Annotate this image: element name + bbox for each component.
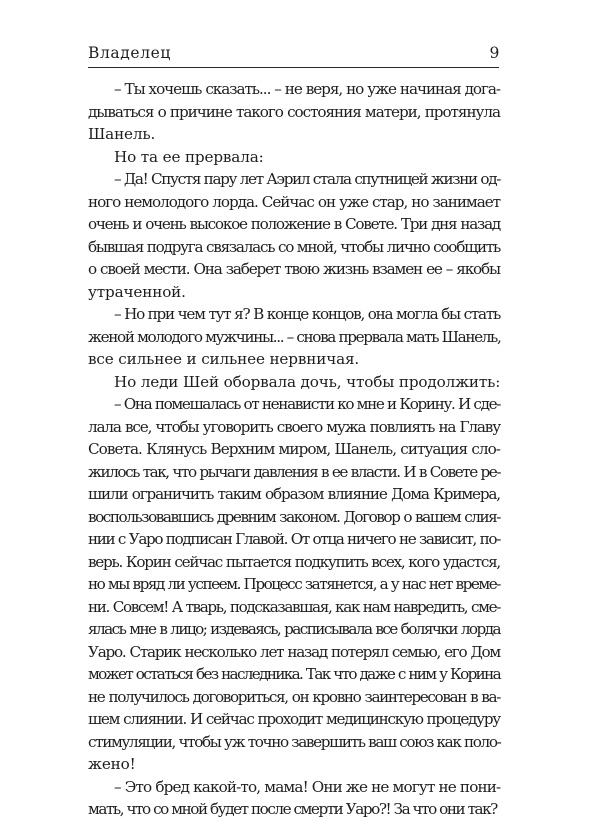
text-line: шили ограничить таким образом влияние Дома Кримера, (88, 485, 500, 503)
text-line: очень и очень высокое положение в Совете. Три дня назад (88, 215, 500, 233)
text-line: стимуляции, чтобы уж точно завершить ваш союз как поло- (88, 732, 501, 751)
text-line: бывшая подруга связалась со мной, чтобы лично сообщить (88, 237, 500, 256)
text-line: Совета. Клянусь Верхним миром, Шанель, ситуация сло- (88, 440, 500, 458)
text-line: жено! (88, 755, 136, 773)
text-line: о своей мести. Она заберет твою жизнь взамен ее – якобы (88, 260, 500, 278)
text-line: ялась мне в лицо; издеваясь, расписывала все болячки лорда (88, 620, 500, 638)
text-line: лала все, чтобы уговорить своего мужа повлиять на Главу (88, 417, 500, 436)
running-header (88, 44, 500, 66)
text-line: дываться о причине такого состояния матери, протянула (88, 102, 500, 121)
text-line: мать, что со мной будет после смерти Уаро?! За что они так? (88, 800, 497, 818)
text-line: ни. Совсем! А тварь, подсказавшая, как нам навредить, сме- (88, 597, 500, 616)
body-text (88, 78, 500, 821)
text-line: женой молодого мужчины... – снова прервала мать Шанель, (88, 327, 501, 346)
page-number: 9 (489, 44, 500, 62)
text-line: Уаро. Старик несколько лет назад потерял семью, его Дом (88, 642, 500, 661)
text-line: – Но при чем тут я? В конце концов, она могла бы стать (114, 305, 500, 323)
text-line: все сильнее и сильнее нервничая. (88, 350, 360, 368)
text-line: ного немолодого лорда. Сейчас он уже стар, но занимает (88, 192, 500, 211)
text-line: воспользовавшись древним законом. Договор о вашем слия- (88, 507, 500, 526)
text-line: утраченной. (88, 282, 186, 301)
text-line: – Она помешалась от ненависти ко мне и Корину. И сде- (114, 395, 500, 413)
text-line: не получилось договориться, он кровно заинтересован в ва- (88, 687, 500, 706)
text-line: жилось так, что рычаги давления в ее власти. И в Совете ре- (88, 462, 500, 481)
chapter-title: Владелец (88, 44, 171, 62)
text-line: – Ты хочешь сказать... – не веря, но уже начиная дога- (114, 80, 500, 98)
text-line: – Да! Спустя пару лет Аэрил стала спутницей жизни од- (114, 170, 500, 188)
text-line: может остаться без наследника. Так что даже с ним у Корина (88, 665, 500, 683)
text-line: но мы вряд ли успеем. Процесс затянется, а у нас нет време- (88, 575, 500, 593)
text-line: Но леди Шей оборвала дочь, чтобы продолжить: (114, 372, 501, 391)
text-line: Но та ее прервала: (114, 147, 264, 166)
text-line: Шанель. (88, 125, 156, 143)
text-line: шем слиянии. И сейчас проходит медицинскую процедуру (88, 710, 500, 728)
header-rule (88, 67, 499, 68)
text-line: верь. Корин сейчас пытается подкупить всех, кого удастся, (88, 552, 500, 571)
text-line: нии с Уаро подписан Главой. От отца ничего не зависит, по- (88, 530, 500, 548)
text-line: – Это бред какой-то, мама! Они же не могут не пони- (114, 777, 501, 796)
